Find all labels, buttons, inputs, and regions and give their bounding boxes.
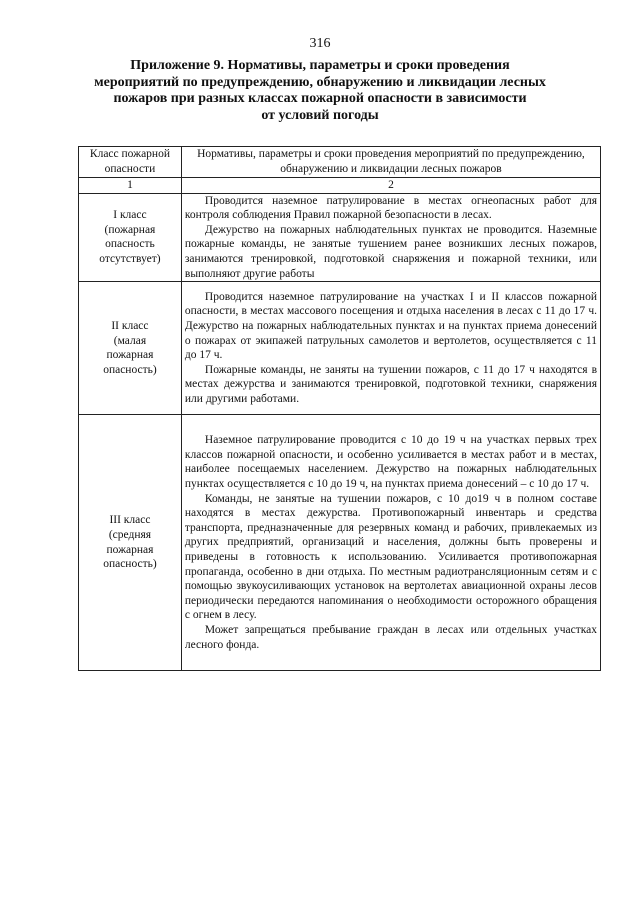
heading-line: Приложение 9. Нормативы, параметры и сроки проведения [130, 58, 510, 73]
measures-paragraph: Дежурство на пожарных наблюдательных пунктах не проводится. Наземные пожарные команды, не занятые тушением ранее возникших лесных пожаров, занимаются тренировкой, подготовкой снаряжения и пожарной техники, или выполняют другие работы [184, 223, 597, 280]
class-line: III класс [109, 514, 151, 527]
danger-class-cell [79, 282, 182, 415]
measures-cell [181, 282, 600, 415]
measures-paragraph: Проводится наземное патрулирование в местах огнеопасных работ для контроля соблюдения Правил пожарной безопасности в лесах. [184, 194, 597, 222]
measures-paragraph: Может запрещаться пребывание граждан в лесах или отдельных участках лесного фонда. [184, 623, 597, 651]
class-line: (пожарная [104, 223, 156, 236]
header-danger-class: Класс пожарной опасности [79, 147, 182, 178]
measures-paragraph: Команды, не занятые на тушении пожаров, с 10 до19 ч в полном составе находятся в местах дежурства. Противопожарный инвентарь и средства транспорта, предназначенные для резервных команд и рабочих, привлекаемых из других предприятий, организаций и населения, должны быть проверены и приведены в готовность к использованию. Усиливается противопожарная пропаганда, особенно в дни отдыха. По местным радиотрансляционным сетям и с помощью звукоусиливающих установок на вертолетах авиационной охраны лесов периодически передаются напоминания о необходимости осторожного обращения с огнем в лесу. [184, 492, 597, 622]
heading-line: мероприятий по предупреждению, обнаружению и ликвидации лесных [94, 74, 546, 90]
header-measures: Нормативы, параметры и сроки проведения мероприятий по предупреждению, обнаружению и ликвидации лесных пожаров [181, 147, 600, 178]
measures-paragraph: Наземное патрулирование проводится с 10 до 19 ч на участках первых трех классов пожарной опасности, и особенно усиливается в местах работ и в местах, наиболее посещаемых населением. Дежурство на пожарных наблюдательных пунктах осуществляется с 10 до 19 ч, на пунктах приема донесений – с 10 до 17 ч. [184, 434, 597, 490]
class-line: опасность) [103, 558, 157, 571]
class-line: (средняя [108, 529, 152, 542]
class-line: опасность) [103, 363, 157, 376]
heading-line: от условий погоды [261, 107, 379, 123]
table-header-row [79, 147, 601, 178]
measures-paragraph: Пожарные команды, не заняты на тушении пожаров, с 11 до 17 ч находятся в местах дежурства и занимаются тренировкой, подготовкой техники, снаряжения или другими работами. [184, 363, 597, 405]
column-number: 2 [181, 178, 600, 194]
measures-cell [181, 415, 600, 671]
class-line: II класс [111, 319, 149, 332]
fire-danger-table [78, 146, 601, 671]
class-line: опасность [105, 238, 155, 251]
column-number-row [79, 178, 601, 194]
table-row [79, 415, 601, 671]
page-number: 316 [309, 36, 331, 51]
class-line: пожарная [106, 349, 154, 362]
measures-paragraph: Проводится наземное патрулирование на участках I и II классов пожарной опасности, в местах массового посещения и отдыха населения в лесах с 11 до 17 ч. Дежурство на пожарных наблюдательных пунктах и на пунктах приема донесений о пожарах от экипажей патрульных самолетов и вертолетов, осуществляется с 11 до 17 ч. [184, 290, 597, 362]
measures-cell [181, 193, 600, 282]
class-line: I класс [113, 209, 147, 222]
danger-class-cell [79, 415, 182, 671]
appendix-heading [80, 58, 560, 124]
column-number: 1 [79, 178, 182, 194]
heading-line: пожаров при разных классах пожарной опасности в зависимости [113, 91, 527, 106]
class-line: отсутствует) [99, 252, 161, 265]
table-row [79, 193, 601, 282]
table-row [79, 282, 601, 415]
class-line: пожарная [106, 543, 154, 556]
danger-class-cell [79, 193, 182, 282]
class-line: (малая [113, 334, 147, 347]
